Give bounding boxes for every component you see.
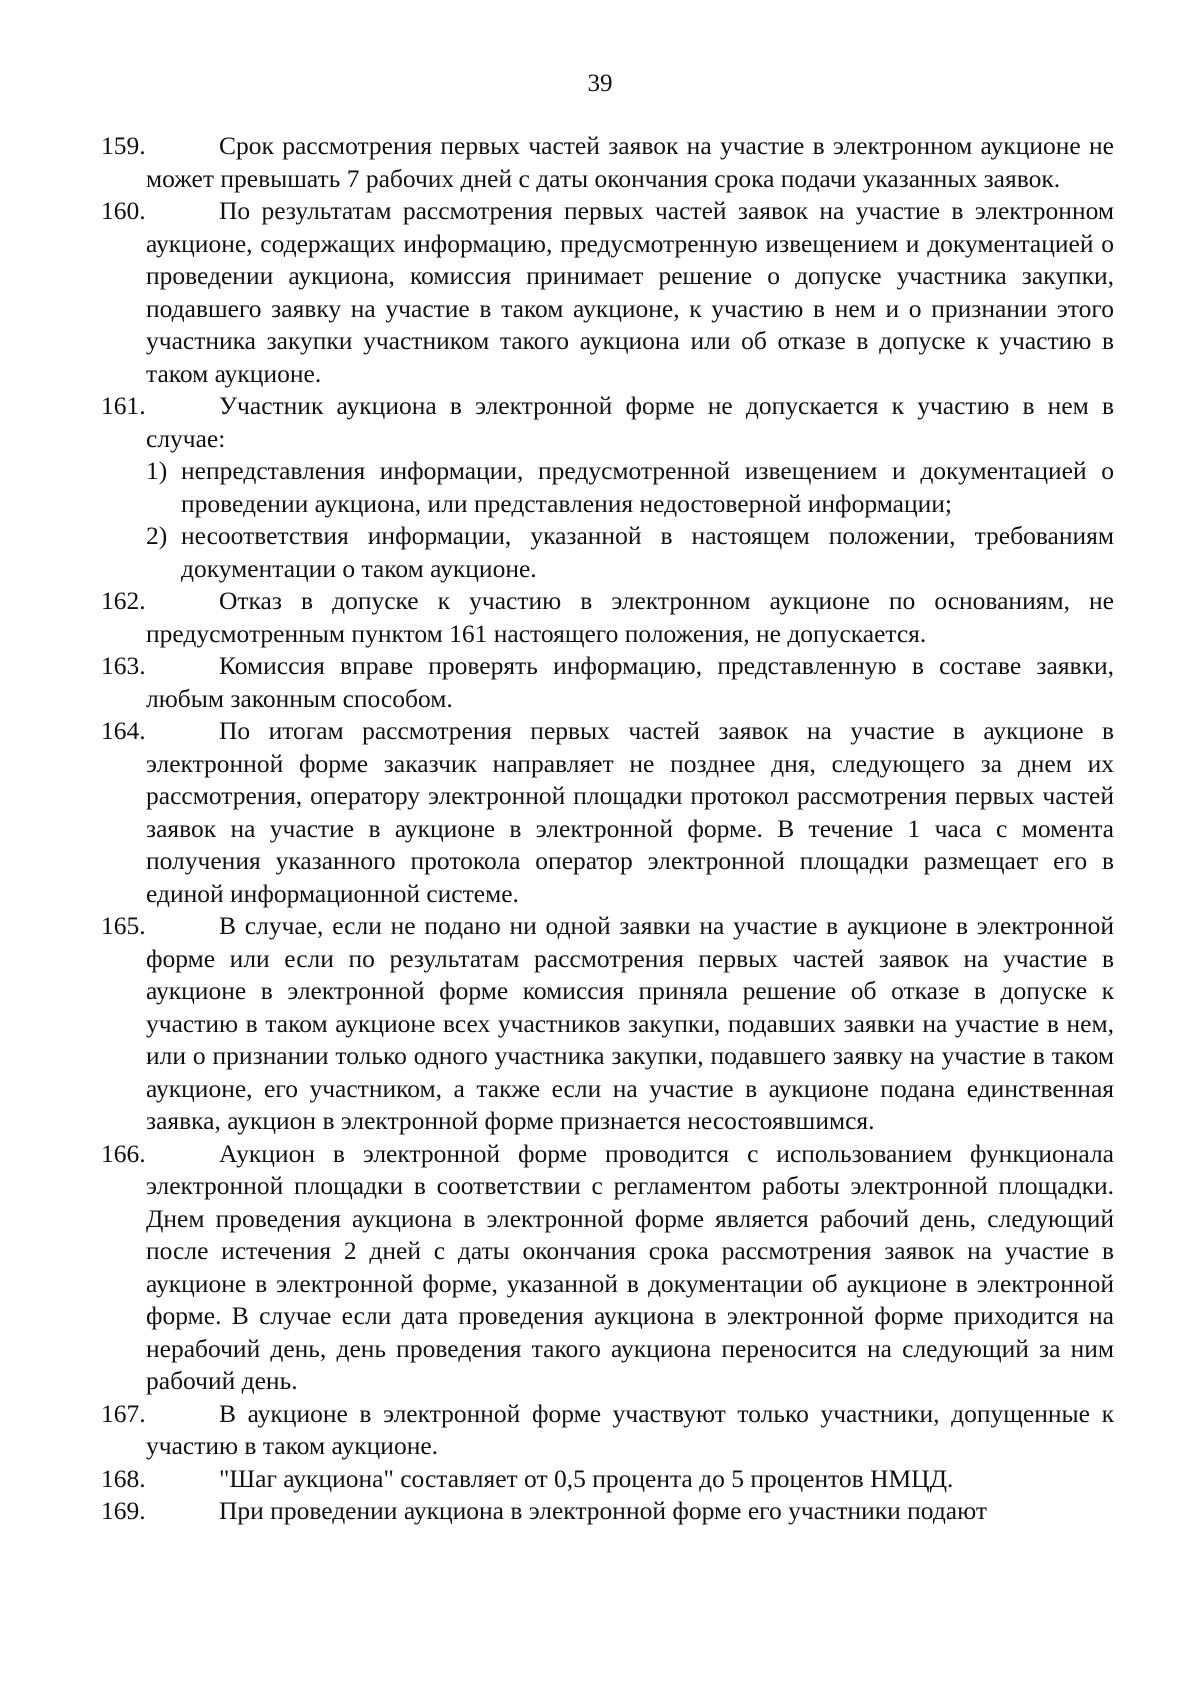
subitem-text: непредставления информации, предусмотренной извещением и документацией о проведении аукциона, или представления недостоверной информации;	[181, 456, 1114, 518]
clause-number: 168.	[101, 1463, 146, 1493]
clause-164	[0, 715, 1200, 910]
clause-161-subitem-1	[0, 455, 1200, 520]
document-body	[0, 130, 1200, 1528]
clause-number: 160.	[101, 196, 146, 225]
clause-number: 161.	[101, 391, 146, 420]
clause-text: Участник аукциона в электронной форме не допускается к участию в нем в случае:	[146, 391, 1114, 453]
clause-162	[0, 585, 1200, 650]
clause-number: 162.	[101, 586, 146, 615]
clause-166	[0, 1138, 1200, 1398]
clause-text: В аукционе в электронной форме участвуют только участники, допущенные к участию в таком аукционе.	[146, 1398, 1114, 1460]
clause-163	[0, 650, 1200, 715]
clause-text: Комиссия вправе проверять информацию, представленную в составе заявки, любым законным способом.	[146, 651, 1114, 713]
clause-text: В случае, если не подано ни одной заявки на участие в аукционе в электронной форме или если по результатам рассмотрения первых частей заявок на участие в аукционе в электронной форме комиссия приняла решение об отказе в допуске к участию в таком аукционе всех участников закупки, подавших заявки на участие в нем, или о признании только одного участника закупки, подавшего заявку на участие в таком аукционе, его участником, а также если на участие в аукционе подана единственная заявка, аукцион в электронной форме признается несостоявшимся.	[146, 911, 1114, 1135]
clause-167	[0, 1398, 1200, 1463]
clause-number: 159.	[101, 131, 146, 160]
clause-161	[0, 390, 1200, 455]
clause-text: Отказ в допуске к участию в электронном аукционе по основаниям, не предусмотренным пунктом 161 настоящего положения, не допускается.	[146, 586, 1114, 648]
subitem-number: 2)	[146, 521, 168, 550]
clause-159	[0, 130, 1200, 195]
clause-165	[0, 910, 1200, 1138]
clause-number: 164.	[101, 716, 146, 745]
clause-168	[0, 1463, 1200, 1496]
clause-number: 163.	[101, 651, 146, 680]
page-number: 39	[587, 70, 613, 97]
clause-text: Аукцион в электронной форме проводится с использованием функционала электронной площадки в соответствии с регламентом работы электронной площадки. Днем проведения аукциона в электронной форме является рабочий день, следующий после истечения 2 дней с даты окончания срока рассмотрения заявок на участие в аукционе в электронной форме, указанной в документации об аукционе в электронной форме. В случае если дата проведения аукциона в электронной форме приходится на нерабочий день, день проведения такого аукциона переносится на следующий за ним рабочий день.	[146, 1138, 1114, 1395]
clause-text: При проведении аукциона в электронной форме его участники подают	[219, 1496, 987, 1525]
clause-text: По итогам рассмотрения первых частей заявок на участие в аукционе в электронной форме заказчик направляет не позднее дня, следующего за днем их рассмотрения, оператору электронной площадки протокол рассмотрения первых частей заявок на участие в аукционе в электронной форме. В течение 1 часа с момента получения указанного протокола оператор электронной площадки размещает его в единой информационной системе.	[146, 716, 1114, 908]
clause-text: По результатам рассмотрения первых частей заявок на участие в электронном аукционе, содержащих информацию, предусмотренную извещением и документацией о проведении аукциона, комиссия принимает решение о допуске участника закупки, подавшего заявку на участие в таком аукционе, к участию в нем и о признании этого участника закупки участником такого аукциона или об отказе в допуске к участию в таком аукционе.	[146, 196, 1114, 388]
clause-number: 166.	[101, 1138, 146, 1168]
clause-161-subitem-2	[0, 520, 1200, 585]
clause-number: 167.	[101, 1398, 146, 1428]
clause-number: 165.	[101, 911, 146, 940]
clause-160	[0, 195, 1200, 390]
subitem-number: 1)	[146, 456, 168, 485]
clause-169	[0, 1495, 1200, 1528]
clause-text: Срок рассмотрения первых частей заявок на участие в электронном аукционе не может превышать 7 рабочих дней с даты окончания срока подачи указанных заявок.	[146, 131, 1114, 193]
clause-number: 169.	[101, 1496, 146, 1525]
clause-text: "Шаг аукциона" составляет от 0,5 процента до 5 процентов НМЦД.	[219, 1463, 954, 1493]
subitem-text: несоответствия информации, указанной в настоящем положении, требованиям документации о таком аукционе.	[181, 521, 1114, 583]
